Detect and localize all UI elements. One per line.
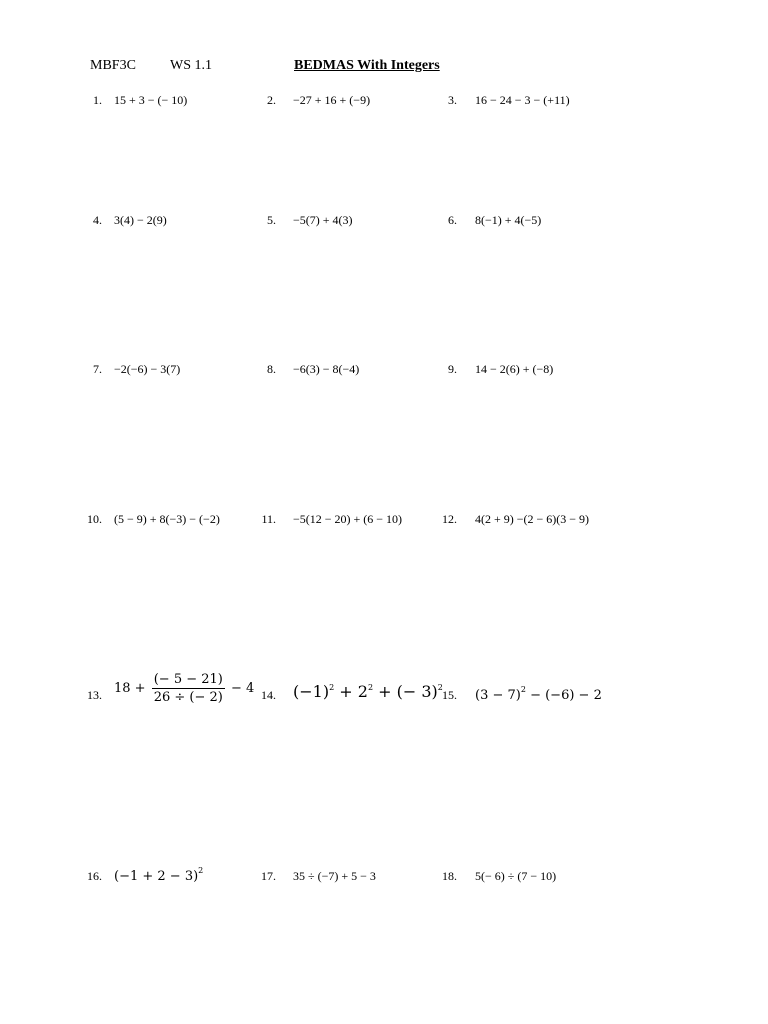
- problem-expression: 5(− 6) ÷ (7 − 10): [475, 869, 557, 883]
- expr-prefix: 18 +: [114, 681, 146, 696]
- problem-number: 8.: [267, 362, 276, 376]
- problem-expression: [293, 682, 443, 701]
- problem-number: 7.: [93, 362, 102, 376]
- term: + (− 3): [378, 682, 438, 701]
- term: + 2: [339, 682, 368, 701]
- problem-number: 1.: [93, 93, 102, 107]
- problem-expression: −27 + 16 + (−9): [293, 93, 371, 107]
- problem-expression: 8(−1) + 4(−5): [475, 213, 542, 227]
- problem-expression: 3(4) − 2(9): [114, 213, 167, 227]
- problem-number: 17.: [261, 869, 276, 883]
- problem-expression: 15 + 3 − (− 10): [114, 93, 188, 107]
- problem-number: 12.: [442, 512, 457, 526]
- problem-expression: [475, 685, 602, 703]
- worksheet-title: BEDMAS With Integers: [294, 58, 440, 73]
- problem-expression: 4(2 + 9) −(2 − 6)(3 − 9): [475, 512, 590, 526]
- problem-expression: [114, 866, 203, 884]
- course-code: MBF3C: [90, 58, 136, 73]
- problem-number: 6.: [448, 213, 457, 227]
- exponent: 2: [520, 685, 526, 694]
- problem-number: 3.: [448, 93, 457, 107]
- problem-number: 13.: [87, 688, 102, 702]
- problem-expression: −5(12 − 20) + (6 − 10): [293, 512, 403, 526]
- problem-number: 16.: [87, 869, 102, 883]
- fraction: [152, 672, 225, 705]
- problem-number: 14.: [261, 688, 276, 702]
- problem-number: 15.: [442, 688, 457, 702]
- term: (−1 + 2 − 3): [114, 869, 199, 884]
- exponent: 2: [198, 866, 204, 875]
- problem-expression: −6(3) − 8(−4): [293, 362, 360, 376]
- problem-number: 18.: [442, 869, 457, 883]
- problem-number: 11.: [261, 512, 276, 526]
- problem-expression: −2(−6) − 3(7): [114, 362, 181, 376]
- term: − (−6) − 2: [530, 688, 602, 703]
- term: (−1): [293, 682, 330, 701]
- problem-expression: 16 − 24 − 3 − (+11): [475, 93, 570, 107]
- fraction-numerator: (− 5 − 21): [153, 672, 223, 687]
- problem-expression: −5(7) + 4(3): [293, 213, 353, 227]
- problem-expression: [114, 672, 254, 705]
- problem-expression: 35 ÷ (−7) + 5 − 3: [293, 869, 376, 883]
- worksheet-number: WS 1.1: [170, 58, 212, 73]
- problem-expression: (5 − 9) + 8(−3) − (−2): [114, 512, 220, 526]
- problem-number: 5.: [267, 213, 276, 227]
- problem-number: 2.: [267, 93, 276, 107]
- problem-number: 4.: [93, 213, 102, 227]
- problem-number: 10.: [87, 512, 102, 526]
- expr-suffix: − 4: [231, 681, 255, 696]
- fraction-denominator: 26 ÷ (− 2): [153, 690, 223, 705]
- term: (3 − 7): [475, 688, 521, 703]
- exponent: 2: [437, 683, 443, 692]
- problem-expression: 14 − 2(6) + (−8): [475, 362, 554, 376]
- exponent: 2: [329, 683, 335, 692]
- exponent: 2: [367, 683, 374, 692]
- problem-number: 9.: [448, 362, 457, 376]
